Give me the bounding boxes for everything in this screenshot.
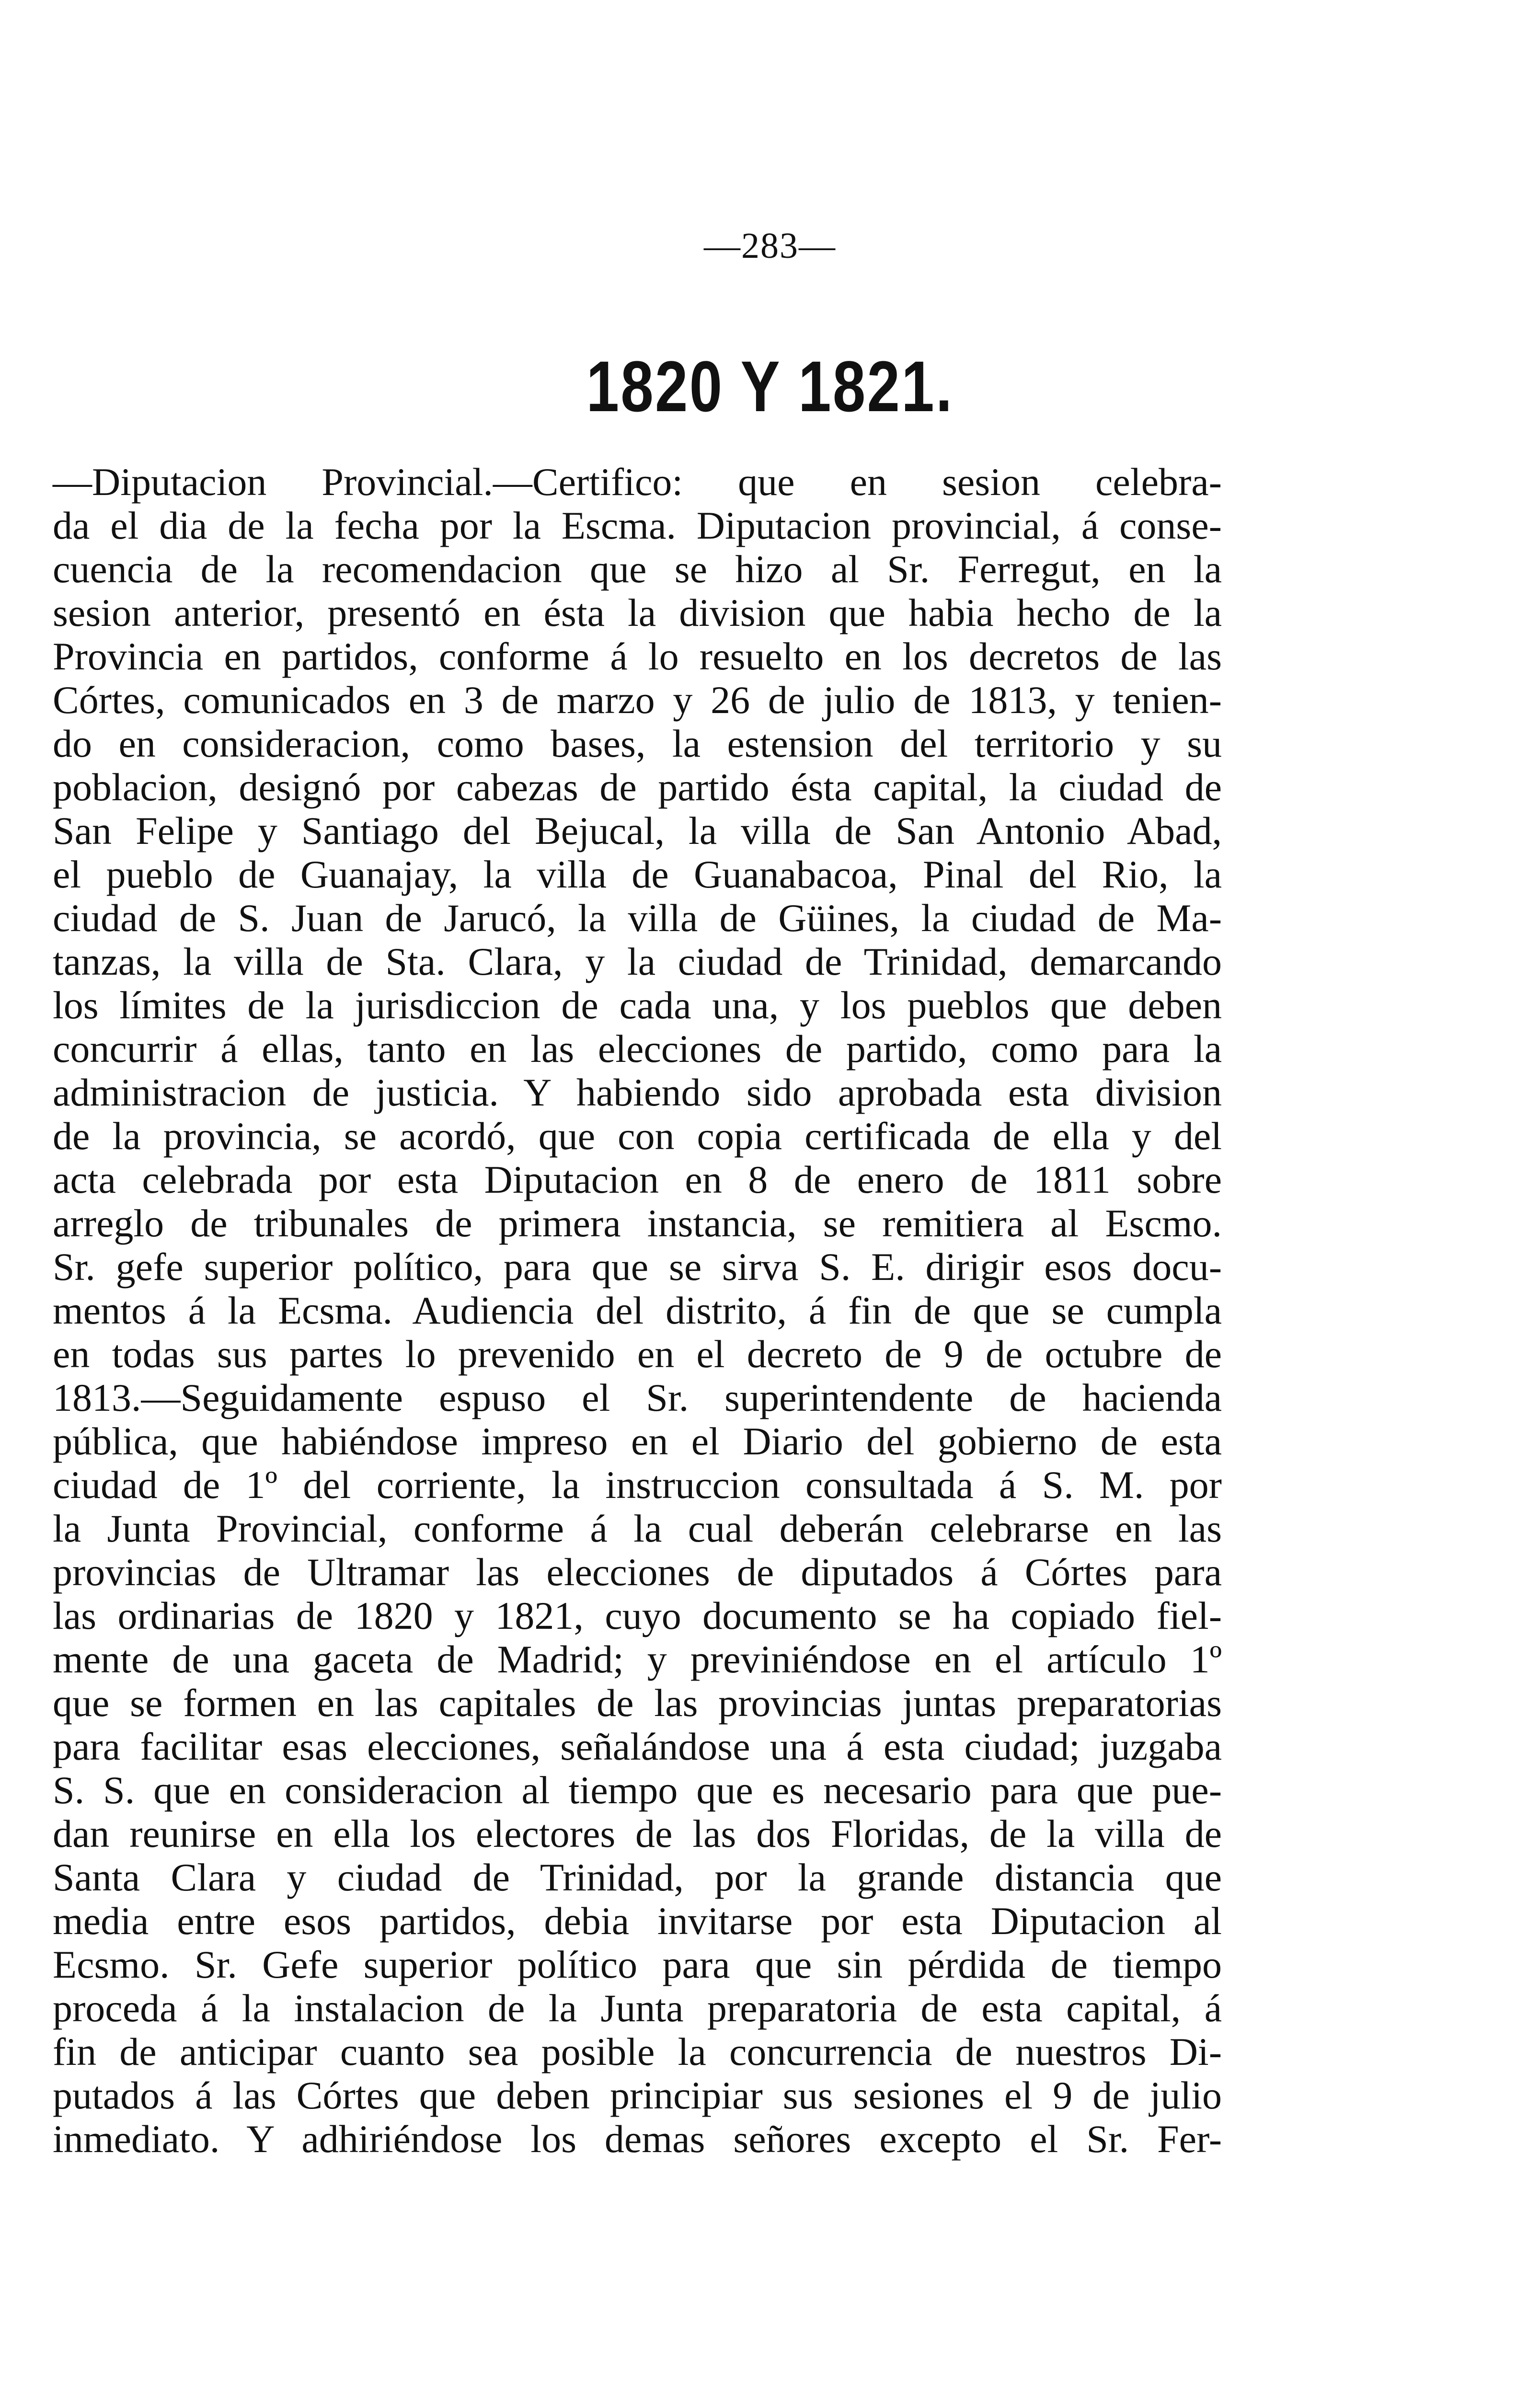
text-line: fin de anticipar cuanto sea posible la concurrencia de nuestros Di- xyxy=(53,2030,1222,2073)
text-line: cuencia de la recomendacion que se hizo al Sr. Ferregut, en la xyxy=(53,547,1222,591)
text-line: inmediato. Y adhiriéndose los demas señores excepto el Sr. Fer- xyxy=(53,2117,1222,2161)
text-line: dan reunirse en ella los electores de las dos Floridas, de la villa de xyxy=(53,1812,1222,1855)
text-line: Provincia en partidos, conforme á lo resuelto en los decretos de las xyxy=(53,634,1222,678)
text-line: putados á las Córtes que deben principiar sus sesiones el 9 de julio xyxy=(53,2073,1222,2117)
text-line: la Junta Provincial, conforme á la cual deberán celebrarse en las xyxy=(53,1507,1222,1550)
text-line: provincias de Ultramar las elecciones de diputados á Córtes para xyxy=(53,1550,1222,1594)
text-line: arreglo de tribunales de primera instancia, se remitiera al Escmo. xyxy=(53,1201,1222,1245)
text-line: do en consideracion, como bases, la estension del territorio y su xyxy=(53,722,1222,765)
text-line: S. S. que en consideracion al tiempo que es necesario para que pue- xyxy=(53,1768,1222,1812)
text-line: 1813.—Seguidamente espuso el Sr. superintendente de hacienda xyxy=(53,1376,1222,1419)
text-line: ciudad de 1º del corriente, la instruccion consultada á S. M. por xyxy=(53,1463,1222,1507)
text-line: San Felipe y Santiago del Bejucal, la villa de San Antonio Abad, xyxy=(53,809,1222,852)
text-line: media entre esos partidos, debia invitarse por esta Diputacion al xyxy=(53,1899,1222,1943)
text-line: que se formen en las capitales de las provincias juntas preparatorias xyxy=(53,1681,1222,1725)
text-line: el pueblo de Guanajay, la villa de Guanabacoa, Pinal del Rio, la xyxy=(53,852,1222,896)
text-line: poblacion, designó por cabezas de partido ésta capital, la ciudad de xyxy=(53,765,1222,809)
text-line: Santa Clara y ciudad de Trinidad, por la grande distancia que xyxy=(53,1855,1222,1899)
text-line: los límites de la jurisdiccion de cada una, y los pueblos que deben xyxy=(53,983,1222,1027)
body-text xyxy=(53,460,1222,2161)
text-line: tanzas, la villa de Sta. Clara, y la ciudad de Trinidad, demarcando xyxy=(53,940,1222,983)
text-line: mente de una gaceta de Madrid; y previniéndose en el artículo 1º xyxy=(53,1637,1222,1681)
page-number: —283— xyxy=(704,226,836,266)
text-line: acta celebrada por esta Diputacion en 8 de enero de 1811 sobre xyxy=(53,1158,1222,1201)
text-line: Sr. gefe superior político, para que se sirva S. E. dirigir esos docu- xyxy=(53,1245,1222,1289)
text-line: da el dia de la fecha por la Escma. Diputacion provincial, á conse- xyxy=(53,504,1222,547)
text-line: las ordinarias de 1820 y 1821, cuyo documento se ha copiado fiel- xyxy=(53,1594,1222,1637)
text-line: Córtes, comunicados en 3 de marzo y 26 de julio de 1813, y tenien- xyxy=(53,678,1222,722)
text-line: concurrir á ellas, tanto en las elecciones de partido, como para la xyxy=(53,1027,1222,1071)
text-line: para facilitar esas elecciones, señalándose una á esta ciudad; juzgaba xyxy=(53,1725,1222,1768)
text-line: ciudad de S. Juan de Jarucó, la villa de Güines, la ciudad de Ma- xyxy=(53,896,1222,940)
text-line: mentos á la Ecsma. Audiencia del distrito, á fin de que se cumpla xyxy=(53,1289,1222,1332)
text-line: administracion de justicia. Y habiendo sido aprobada esta division xyxy=(53,1071,1222,1114)
text-line: —Diputacion Provincial.—Certifico: que en sesion celebra- xyxy=(53,460,1222,504)
text-line: Ecsmo. Sr. Gefe superior político para que sin pérdida de tiempo xyxy=(53,1943,1222,1986)
text-line: sesion anterior, presentó en ésta la division que habia hecho de la xyxy=(53,591,1222,634)
text-line: pública, que habiéndose impreso en el Diario del gobierno de esta xyxy=(53,1419,1222,1463)
text-line: de la provincia, se acordó, que con copia certificada de ella y del xyxy=(53,1114,1222,1158)
text-line: en todas sus partes lo prevenido en el decreto de 9 de octubre de xyxy=(53,1332,1222,1376)
text-line: proceda á la instalacion de la Junta preparatoria de esta capital, á xyxy=(53,1986,1222,2030)
page-heading: 1820 Y 1821. xyxy=(586,346,954,426)
